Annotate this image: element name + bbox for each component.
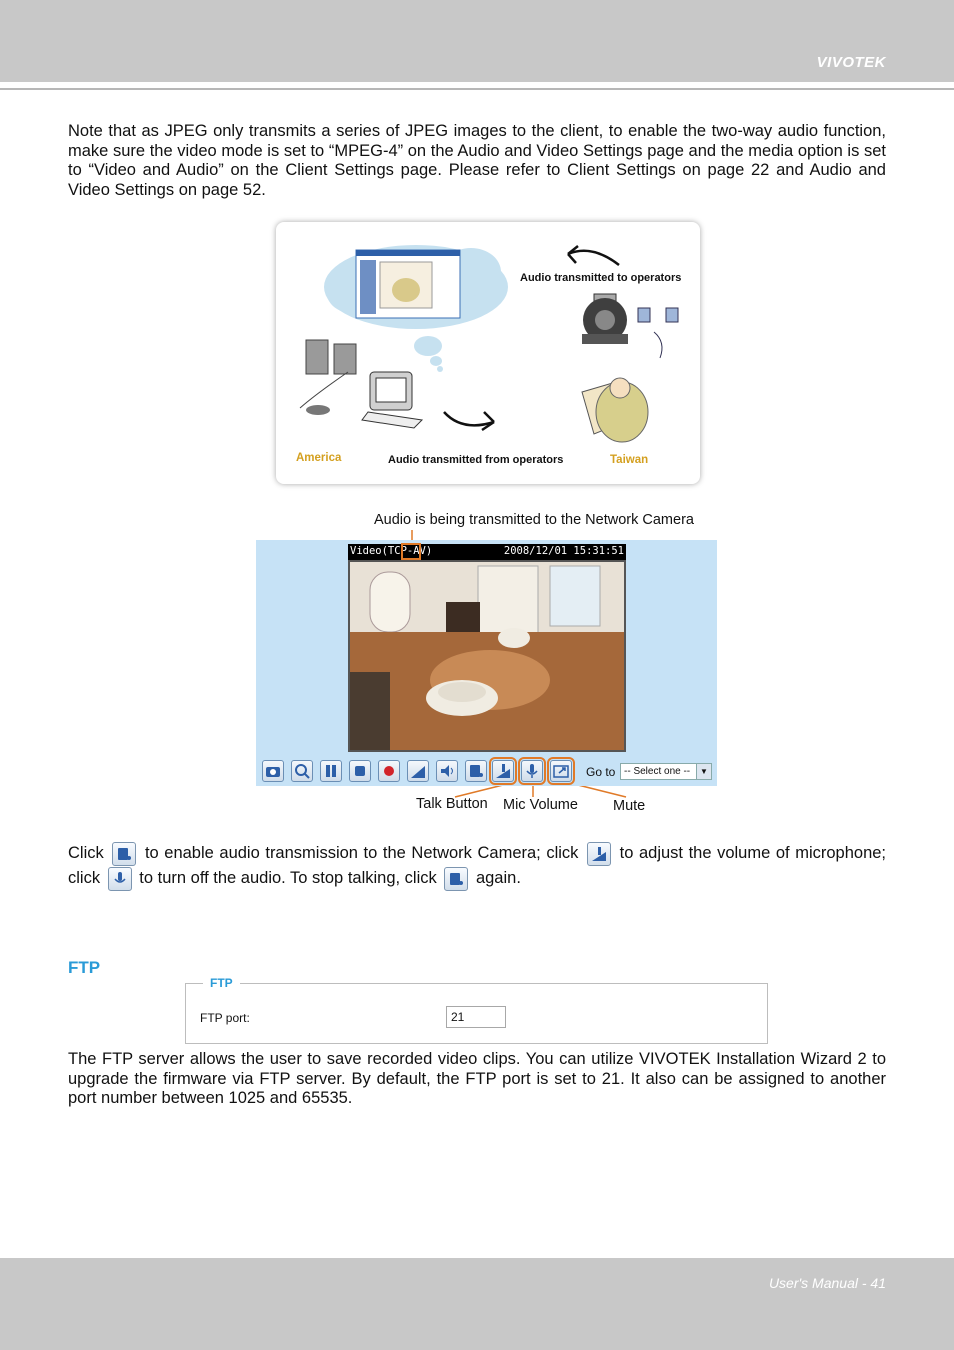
click-text-5: to turn off the audio. To stop talking, click	[139, 869, 437, 887]
mute-button[interactable]	[521, 760, 543, 782]
record-icon	[381, 763, 397, 779]
camera-icon	[265, 763, 281, 779]
mic-volume-icon-inline	[587, 842, 611, 866]
stop-button[interactable]	[349, 760, 371, 782]
microphone-icon-inline	[108, 867, 132, 891]
ftp-description: The FTP server allows the user to save recorded video clips. You can utilize VIVOTEK Installation Wizard 2 to upgrade the firmware via FTP server. By default, the FTP port is set to 21. It also can be assigned to another port number between 1025 and 65535.	[68, 1050, 886, 1107]
ftp-legend: FTP	[203, 976, 240, 990]
click-instructions	[68, 841, 886, 891]
pause-icon	[323, 763, 339, 779]
video-status-bar	[348, 544, 626, 560]
click-text-2: to enable audio transmission to the Network Camera; click	[144, 844, 579, 862]
camera-viewer	[256, 540, 717, 786]
click-text-6: again.	[475, 869, 521, 887]
callout-mic-volume: Mic Volume	[503, 797, 578, 813]
zoom-icon	[294, 763, 310, 779]
label-from-operators: Audio transmitted from operators	[388, 454, 564, 466]
preset-select-value: -- Select one --	[624, 766, 691, 777]
snapshot-button[interactable]	[262, 760, 284, 782]
place-taiwan: Taiwan	[610, 454, 649, 466]
goto-label: Go to	[586, 765, 616, 779]
fullscreen-icon	[553, 763, 569, 779]
preset-select[interactable]	[620, 763, 712, 780]
brand-name: VIVOTEK	[816, 54, 886, 71]
talk-icon	[468, 763, 484, 779]
page-footer	[0, 1258, 954, 1350]
av-highlight	[401, 543, 421, 560]
callout-audio-transmitting: Audio is being transmitted to the Network Camera	[374, 512, 694, 528]
ftp-port-label: FTP port:	[200, 1011, 250, 1025]
ftp-heading: FTP	[68, 958, 101, 977]
intro-paragraph: Note that as JPEG only transmits a series of JPEG images to the client, to enable the two-way audio function, make sure the video mode is set to “MPEG-4” on the Audio and Video Settings page and the media option is set to “Video and Audio” on the Client Settings page. Please refer to Client Settings on page 22 and Audio and Video Settings on page 52.	[68, 122, 886, 199]
talk-icon-inline-2	[444, 867, 468, 891]
record-button[interactable]	[378, 760, 400, 782]
pause-button[interactable]	[320, 760, 342, 782]
callout-mute: Mute	[613, 798, 646, 814]
live-video[interactable]	[348, 560, 626, 752]
click-text-3: to adjust the volume of	[619, 844, 790, 862]
ftp-port-input[interactable]	[446, 1006, 506, 1028]
stop-icon	[352, 763, 368, 779]
mic-volume-icon	[495, 763, 511, 779]
video-mode-label: Video(TCP-AV)	[350, 545, 433, 557]
place-america: America	[296, 452, 342, 464]
volume-slider-icon	[410, 763, 426, 779]
video-timestamp: 2008/12/01 15:31:51	[503, 545, 624, 557]
page-number: User's Manual - 41	[768, 1275, 886, 1291]
click-text-4: microphone; click	[68, 844, 887, 887]
talk-icon-inline	[112, 842, 136, 866]
volume-button[interactable]	[407, 760, 429, 782]
speaker-button[interactable]	[436, 760, 458, 782]
click-text-1: Click	[68, 844, 104, 862]
fullscreen-button[interactable]	[550, 760, 572, 782]
mic-volume-button[interactable]	[492, 760, 514, 782]
label-to-operators: Audio transmitted to operators	[520, 272, 682, 284]
living-room-image	[350, 562, 624, 750]
digital-zoom-button[interactable]	[291, 760, 313, 782]
speaker-icon	[439, 763, 455, 779]
microphone-icon	[524, 763, 540, 779]
callout-talk-button: Talk Button	[416, 796, 488, 812]
talk-button[interactable]	[465, 760, 487, 782]
chevron-down-icon[interactable]: ▼	[696, 764, 711, 779]
